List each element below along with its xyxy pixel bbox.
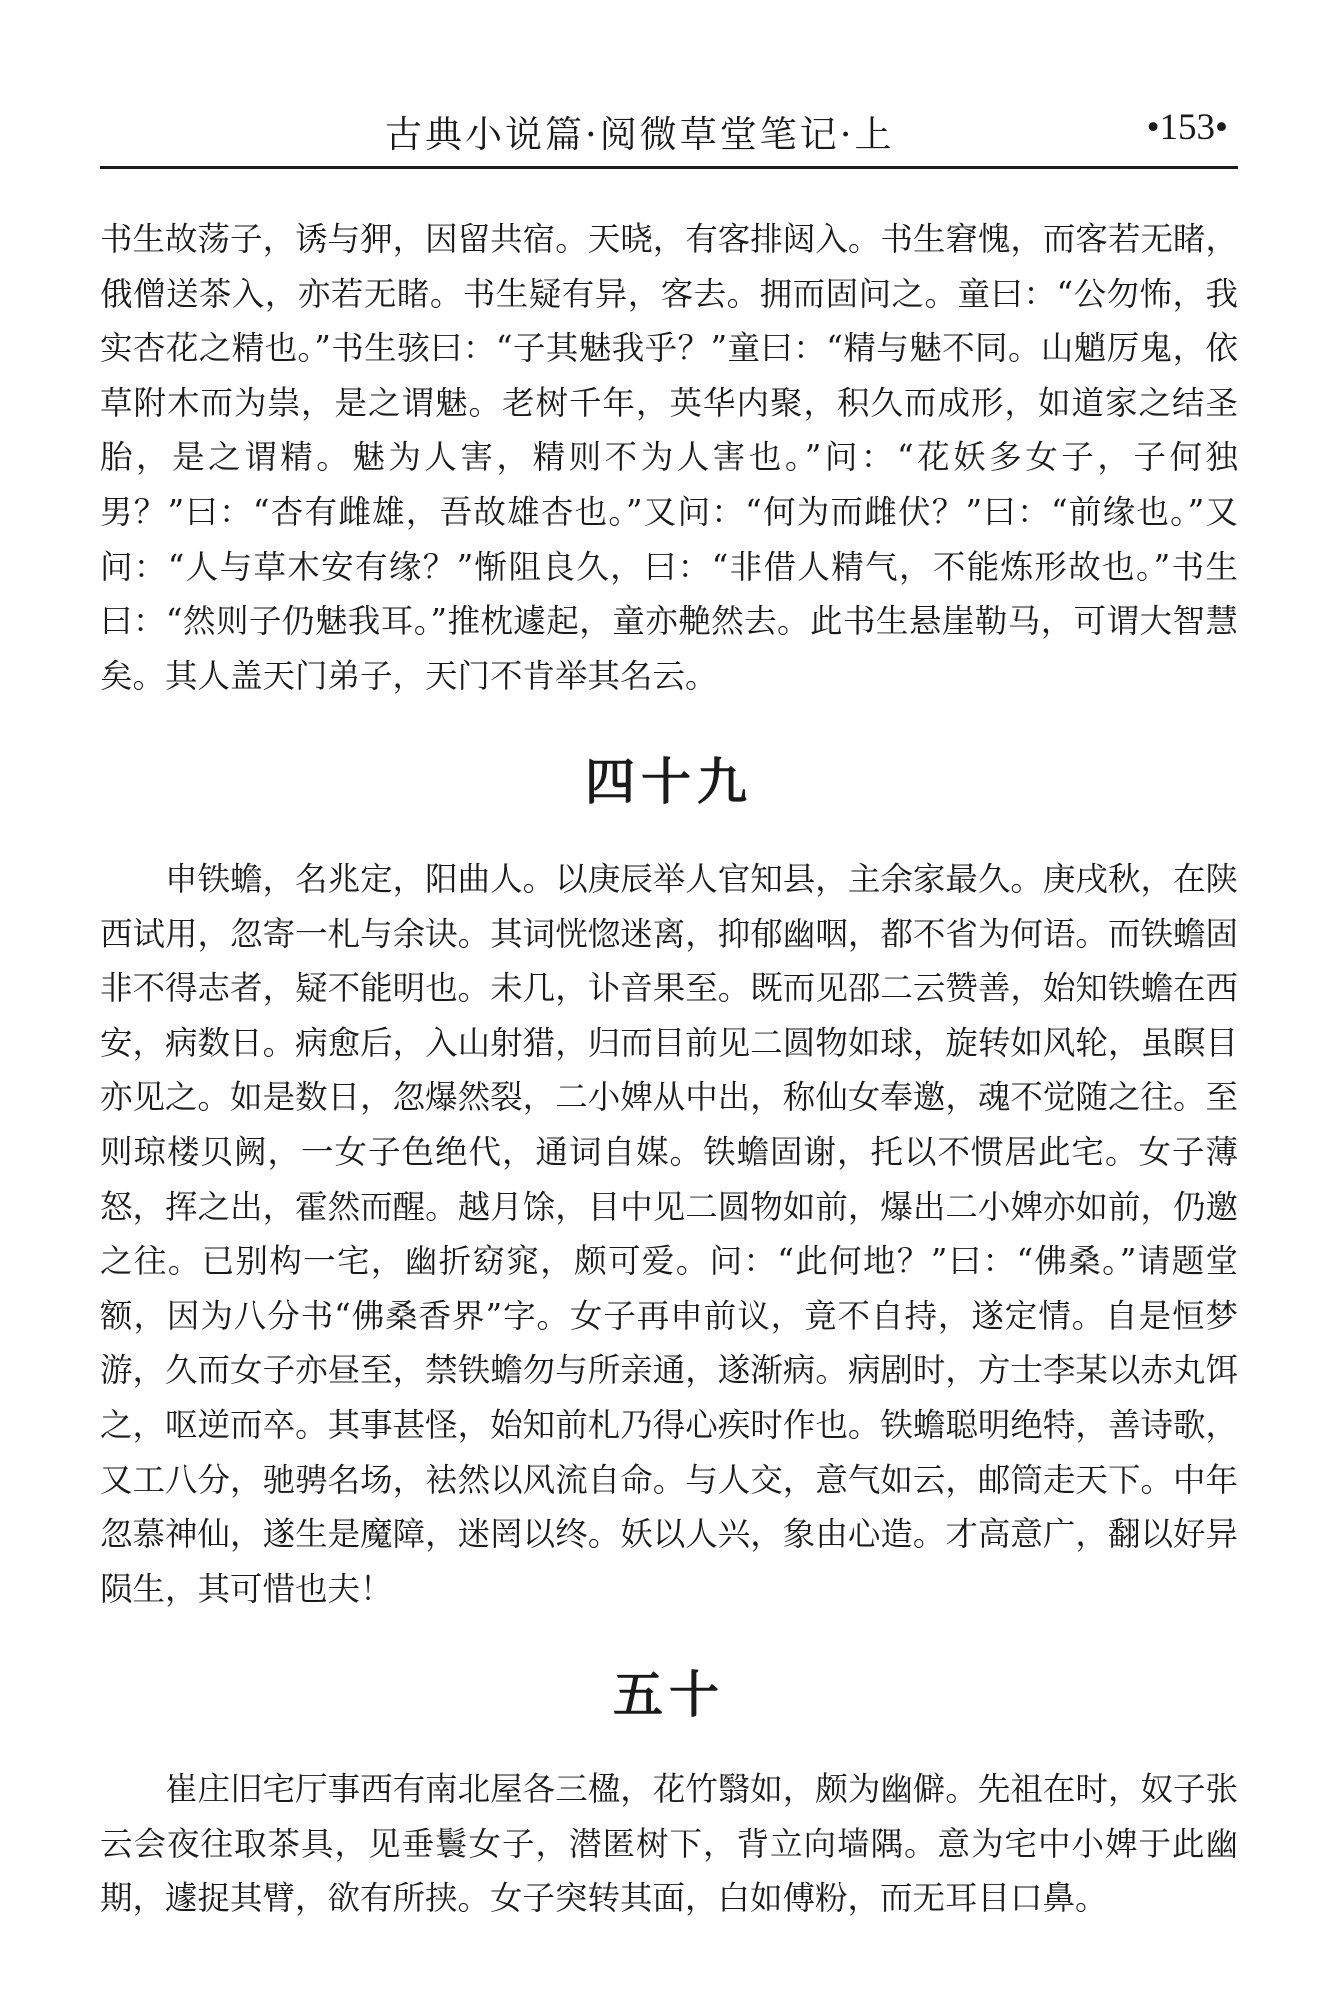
section-49-text-block [100, 852, 1238, 1616]
section-49-paragraph: 申铁蟾，名兆定，阳曲人。以庚辰举人官知县，主余家最久。庚戌秋，在陕西试用，忽寄一札与余诀。其词恍惚迷离，抑郁幽咽，都不省为何语。而铁蟾固非不得志者，疑不能明也。未几，讣音果至。既而见邵二云赞善，始知铁蟾在西安，病数日。病愈后，入山射猎，归而目前见二圆物如球，旋转如风轮，虽瞑目亦见之。如是数日，忽爆然裂，二小婢从中出，称仙女奉邀，魂不觉随之往。至则琼楼贝阙，一女子色绝代，通词自媒。铁蟾固谢，托以不惯居此宅。女子薄怒，挥之出，霍然而醒。越月馀，目中见二圆物如前，爆出二小婢亦如前，仍邀之往。已别构一宅，幽折窈窕，颇可爱。问：“此何地？”曰：“佛桑。”请题堂额，因为八分书“佛桑香界”字。女子再申前议，竟不自持，遂定情。自是恒梦游，久而女子亦昼至，禁铁蟾勿与所亲通，遂渐病。病剧时，方士李某以赤丸饵之，呕逆而卒。其事甚怪，始知前札乃得心疾时作也。铁蟾聪明绝特，善诗歌，又工八分，驰骋名场，袪然以风流自命。与人交，意气如云，邮筒走天下。中年忽慕神仙，遂生是魔障，迷罔以终。妖以人兴，象由心造。才高意广，翻以好异陨生，其可惜也夫！ [100, 860, 1238, 1608]
section-50-text-block [100, 1762, 1238, 1926]
page-number: •153• [1146, 107, 1228, 148]
continuation-paragraph: 书生故荡子，诱与狎，因留共宿。天晓，有客排闼入。书生窘愧，而客若无睹，俄僧送茶入，亦若无睹。书生疑有异，客去。拥而固问之。童曰：“公勿怖，我实杏花之精也。”书生骇曰：“子其魅我乎？”童曰：“精与魅不同。山魈厉鬼，依草附木而为祟，是之谓魅。老树千年，英华内聚，积久而成形，如道家之结圣胎，是之谓精。魅为人害，精则不为人害也。”问：“花妖多女子，子何独男？”曰：“杏有雌雄，吾故雄杏也。”又问：“何为而雌伏？”曰：“前缘也。”又问：“人与草木安有缘？”惭阻良久，曰：“非借人精气，不能炼形故也。”书生曰：“然则子仍魅我耳。”推枕遽起，童亦艴然去。此书生悬崖勒马，可谓大智慧矣。其人盖天门弟子，天门不肯举其名云。 [100, 220, 1238, 695]
header-title: 古典小说篇·阅微草堂笔记·上 [385, 113, 895, 156]
continuation-paragraph-block [100, 212, 1238, 703]
section-heading-50: 五十 [613, 1666, 725, 1724]
section-50-paragraph: 崔庄旧宅厅事西有南北屋各三楹，花竹翳如，颇为幽僻。先祖在时，奴子张云会夜往取茶具，见垂鬟女子，潜匿树下，背立向墙隅。意为宅中小婢于此幽期，遽捉其臂，欲有所挟。女子突转其面，白如傅粉，而无耳目口鼻。 [100, 1770, 1238, 1918]
section-heading-49: 四十九 [585, 753, 753, 811]
running-header [100, 96, 1238, 169]
